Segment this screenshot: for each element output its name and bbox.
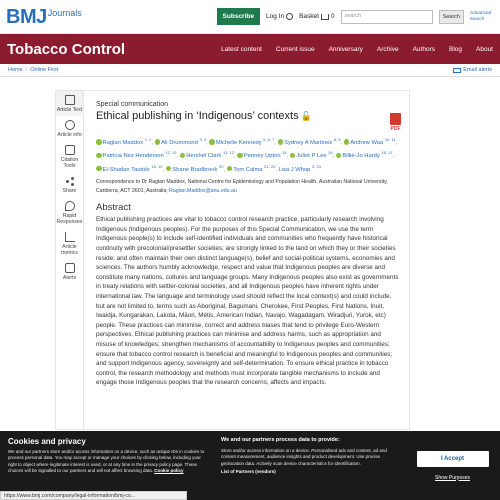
quote-icon [65,145,75,155]
login-button[interactable] [266,13,293,20]
sidebar-item-share[interactable] [56,172,83,197]
cookie-text: We and our partners store and/or access information on a device, such as unique IDs in cookies to process personal data. You may accept or manage your choices by clicking below, including your right to object where legitimate interest is used, or at any time in the privacy policy page. These choices will be signalled to our partners and will not affect browsing data. [8,449,205,473]
sidebar-item-citation-tools[interactable] [56,141,83,172]
cookie-partners-text: Store and/or access information on a device. Personalised ads and content, ad and content measurement, audience insights and product development. Use precise geolocation data. Actively scan device characteristics for identification. [221,448,387,466]
email-alerts-label: Email alerts [463,67,492,73]
open-access-icon: 🔓 [300,111,312,121]
metrics-icon [65,232,75,242]
author-affiliation: 13, 12 [222,150,235,156]
nav-latest-content[interactable]: Latest content [221,45,262,53]
sidebar-item-alerts[interactable] [56,259,83,284]
nav-blog[interactable]: Blog [448,45,462,53]
author-separator: , [392,153,395,160]
author-separator: , [162,166,166,173]
orcid-icon[interactable] [290,153,296,159]
basket-button[interactable] [299,13,335,20]
orcid-icon[interactable] [278,139,284,145]
cookie-intro [0,431,215,500]
author-separator: , [206,139,210,146]
orcid-icon[interactable] [227,166,233,172]
author-separator: , [223,166,227,173]
brand-main: BMJ [6,5,47,28]
orcid-icon[interactable] [166,166,172,172]
sidebar-item-label: Citation Tools [60,157,79,169]
nav-anniversary[interactable]: Anniversary [328,45,363,53]
accept-button[interactable]: I Accept [417,451,489,467]
author-affiliation: 12, 13 [165,150,177,156]
nav-archive[interactable]: Archive [376,45,399,53]
login-label: Log In [265,13,285,20]
subscribe-button[interactable]: Subscribe [217,8,260,25]
author-affiliation: 5, 6, 7 [263,137,275,142]
show-purposes-link[interactable]: Show Purposes [434,474,471,481]
correspondence [96,178,401,196]
author-link[interactable] [344,137,396,146]
alert-icon [65,263,75,273]
author-link[interactable] [96,150,177,160]
correspondence-text: Correspondence to Dr Raglan Maddox, National Centre for Epidemiology and Population Health, Australian National University, Canberra, ACT 2601, Australia; [96,179,388,195]
author-name: El-Shadan Tautolo [102,166,150,173]
author-list [96,135,401,175]
author-link[interactable] [96,137,152,146]
orcid-icon[interactable] [96,166,102,172]
cart-icon [321,14,329,20]
breadcrumb-current[interactable]: Online First [30,67,59,73]
journal-bar [0,34,500,64]
sidebar-item-article-metrics[interactable] [56,228,83,259]
cookie-actions [405,431,500,500]
author-name: Penney Upton [243,153,281,160]
abstract-heading: Abstract [96,202,131,214]
cookie-policy-link[interactable]: Cookie policy [154,467,184,473]
sidebar-item-label: Article info [57,132,82,138]
author-link[interactable] [336,150,393,160]
author-link[interactable] [166,163,227,173]
orcid-icon[interactable] [336,153,342,159]
author-name: Shane Bradbrook [172,166,218,173]
vendors-link[interactable]: List of Partners (vendors) [221,468,276,474]
orcid-icon[interactable] [237,153,243,159]
nav-about[interactable]: About [476,45,493,53]
journal-nav [221,46,493,53]
author-separator: , [340,139,344,146]
top-bar-actions [217,8,494,25]
sidebar-item-label: Alerts [62,275,77,281]
author-link[interactable] [180,150,235,160]
author-affiliation: 21, 22 [264,163,276,169]
author-affiliation: 2, 23 [312,163,321,169]
basket-label: Basket [299,13,319,20]
author-affiliation: 10, 11 [384,137,396,142]
author-name: Patricia Nez Henderson [102,153,164,160]
cookie-banner [0,431,500,500]
info-icon [65,120,75,130]
sidebar-item-rapid-responses[interactable] [56,197,83,228]
cookie-text-block [8,449,207,474]
article-content [96,101,401,388]
journal-title[interactable]: Tobacco Control [7,40,126,58]
basket-count: 0 [330,13,335,20]
sidebar-item-label: Share [62,188,77,194]
sidebar-item-article-text[interactable] [56,91,83,116]
search-button[interactable]: Search [439,10,464,24]
author-link[interactable] [209,137,275,146]
orcid-icon[interactable] [96,153,102,159]
title-row [96,110,401,132]
author-name: Sydney A Martinez [284,139,333,146]
sidebar-item-label: Article metrics [61,244,78,256]
author-link[interactable] [290,150,333,160]
author-separator: , [234,153,238,160]
bmj-journals-logo[interactable] [6,7,82,27]
author-name: Tom Calma [233,166,263,173]
author-affiliation: 3, 4 [199,137,207,142]
orcid-icon[interactable] [180,153,186,159]
correspondence-email-link[interactable]: Raglan.Maddox@anu.edu.au [169,188,237,195]
cookie-purposes [215,431,405,500]
top-bar [0,0,500,34]
author-name: Juliet P Lee [296,153,327,160]
article-type: Special communication [96,101,168,108]
pdf-icon [390,113,401,125]
article-sidebar [56,91,84,429]
author-affiliation: 1, 2 [144,137,152,142]
author-affiliation: 16, 17 [381,150,393,156]
sidebar-item-label: Rapid Responses [56,213,83,225]
pdf-button[interactable] [390,113,401,132]
author-affiliation: 14 [282,150,287,156]
search-input[interactable]: search [341,10,433,24]
advanced-search-link[interactable]: Advanced search [470,10,492,22]
author-name: Hershel Clark [186,153,222,160]
cookie-title: Cookies and privacy [8,437,86,446]
user-icon [286,13,293,20]
abstract-text: Ethical publishing practices are vital to tobacco control research practice, particularly research involving Indigenous (Indigenous peoples). For the purposes of this Special Communication, we use the term Indigenous people(s) to include self-identified individuals and communities who frequently have historical continuity with precolonial/presettler societies; are strongly linked to the land on which they or their societies reside; and often maintain their own distinct language(s), belief and social-political systems, economies and sciences. The authors humbly acknowledge, respect and value that Indigenous peoples are diverse and constitute many nations, cultures and language groups. Many Indigenous peoples also exist as governments in treaty relations with settler-colonial societies, and all Indigenous peoples have inherent rights under international law. The language and terminology used should reflect the local context(s) and could include, but are not limited to, terms such as Aboriginal, Bagumani, Cherokee, First Peoples, First Nations, Inuit, Iwaidja, Kungarakan, Lakota, Māori, Métis, American Indian, Navajo, Wagadagam, Wiradjuri, Yurok, etc) people. These practices can minimise, correct and address biases that tend to privilege Euro-Western perspectives. Ethical publishing practices can minimise and address harms, such as appropriation and misuse of knowledges; strengthen mechanisms of accountability to Indigenous peoples and communities; ensure that tobacco control research is beneficial and meaningful to Indigenous peoples and communities; and support Indigenous agency, sovereignty and self-determination. To ensure ethical practice in tobacco control, the research methodology and methods must incorporate tangible mechanisms to include and engage those Indigenous peoples that the research concerns, affects and impacts. [96,216,399,387]
orcid-icon[interactable] [344,139,350,145]
orcid-icon[interactable] [209,139,215,145]
pdf-label: PDF [390,126,401,132]
orcid-icon[interactable] [155,139,161,145]
email-alerts-link[interactable] [453,67,492,73]
author-name: Ali Drummond [161,139,198,146]
author-separator: , [151,139,155,146]
article-title-text: Ethical publishing in ‘Indigenous’ contexts [96,110,299,122]
author-link[interactable] [278,137,344,146]
author-name: Raglan Maddox [102,139,144,146]
share-icon [65,176,75,186]
author-affiliation: 18, 19 [151,163,163,169]
author-separator: , [286,153,290,160]
author-link[interactable] [155,137,210,146]
author-link[interactable] [278,163,321,173]
author-link[interactable] [96,163,163,173]
nav-current-issue[interactable]: Current issue [275,45,315,53]
document-icon [65,95,75,105]
cookie-partners-title: We and our partners process data to provide: [221,437,340,443]
author-name: Andrew Waa [350,139,384,146]
article-title [96,110,312,123]
breadcrumb-home[interactable]: Home [8,67,23,73]
author-separator: , [274,139,278,146]
author-affiliation: 15 [328,150,333,156]
author-affiliation: 20 [219,163,224,169]
sidebar-item-article-info[interactable] [56,116,83,141]
article-panel [55,90,410,430]
author-separator: , [395,139,398,146]
nav-authors[interactable]: Authors [412,45,435,53]
reply-icon [65,201,75,211]
author-link[interactable] [227,163,279,173]
author-separator: , [275,166,279,173]
author-separator: , [176,153,180,160]
brand-sub: Journals [47,7,82,18]
orcid-icon[interactable] [96,139,102,145]
author-name: Lisa J Whop [278,166,311,173]
status-url: https://www.bmj.com/company/legal-information/bmj-co... [0,491,187,500]
author-link[interactable] [237,150,287,160]
breadcrumb-separator: / [25,67,28,73]
author-name: Billie-Jo Hardy [342,153,380,160]
author-separator: , [332,153,336,160]
author-name: Michelle Kennedy [215,139,262,146]
breadcrumb [0,64,500,77]
envelope-icon [453,68,461,73]
author-affiliation: 8, 9 [333,137,341,142]
sidebar-item-label: Article Text [56,107,83,113]
